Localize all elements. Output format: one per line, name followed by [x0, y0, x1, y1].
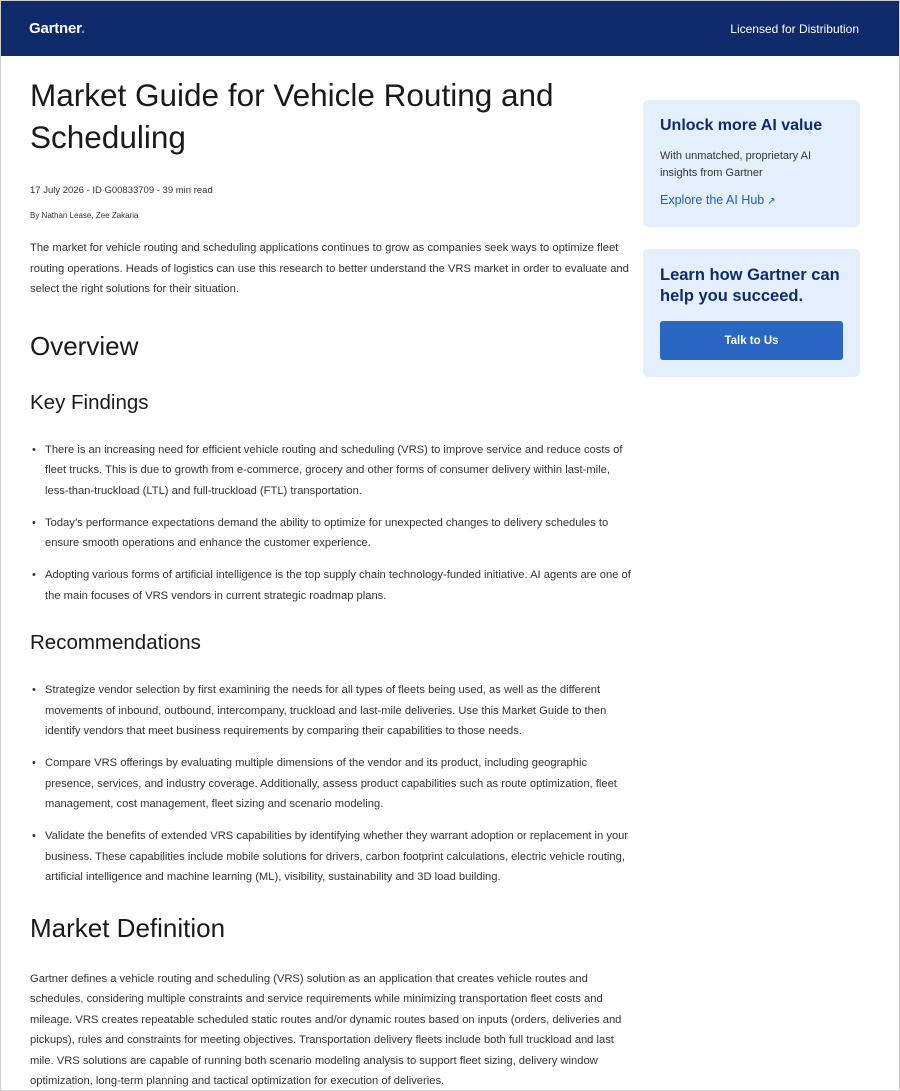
recommendations-list [30, 680, 636, 888]
overview-heading: Overview [30, 330, 139, 361]
ai-card-title: Unlock more AI value [660, 117, 823, 134]
list-item: • Today’s performance expectations demand the ability to optimize for unexpected changes to delivery schedules to ensure smooth operations and enhance the customer experience. [30, 513, 636, 554]
arrow-up-right-icon: ↗ [767, 196, 776, 207]
gartner-logo[interactable] [29, 20, 85, 37]
ai-value-card [643, 100, 860, 227]
explore-ai-hub-link[interactable] [660, 193, 776, 207]
ai-hub-link-label: Explore the AI Hub [660, 193, 765, 207]
page-title: Market Guide for Vehicle Routing and Scheduling [30, 77, 554, 155]
list-item: • There is an increasing need for efficient vehicle routing and scheduling (VRS) to improve service and reduce costs of fleet trucks. This is due to growth from e-commerce, grocery and other forms of consumer delivery within last-mile, less-than-truckload (LTL) and full-truckload (FTL) transportation. [30, 440, 636, 502]
logo-text: Gartner [29, 20, 81, 37]
top-bar [1, 1, 899, 56]
help-card-title: Learn how Gartner can help you succeed. [660, 266, 840, 305]
key-findings-list [30, 440, 636, 607]
recommendations-heading: Recommendations [30, 631, 201, 654]
license-label: Licensed for Distribution [730, 21, 859, 36]
logo-dot: . [80, 20, 85, 37]
intro-paragraph: The market for vehicle routing and scheduling applications continues to grow as companies seek ways to optimize fleet routing operations. Heads of logistics can use this research to better understand the VRS market in order to evaluate and select the right solutions for their situation. [30, 242, 629, 295]
list-item: • Validate the benefits of extended VRS capabilities by identifying whether they warrant adoption or replacement in your business. These capabilities include mobile solutions for drivers, carbon footprint calculations, electric vehicle routing, artificial intelligence and machine learning (ML), visibility, sustainability and 3D load building. [30, 826, 636, 888]
article-meta: 17 July 2026 - ID G00833709 - 39 min read [30, 185, 213, 196]
help-card [643, 249, 860, 377]
ai-card-text: With unmatched, proprietary AI insights from Gartner [660, 150, 812, 179]
market-definition-heading: Market Definition [30, 912, 226, 943]
article-body [30, 56, 636, 1091]
list-item: • Compare VRS offerings by evaluating multiple dimensions of the vendor and its product, including geographic presence, services, and industry coverage. Additionally, assess product capabilities such as route optimization, fleet management, cost management, fleet sizing and scenario modeling. [30, 753, 636, 815]
article-byline: By Nathan Lease, Zee Zakaria [30, 211, 139, 220]
key-findings-heading: Key Findings [30, 390, 149, 414]
list-item: • Strategize vendor selection by first examining the needs for all types of fleets being used, as well as the different movements of inbound, outbound, intercompany, truckload and last-mile deliveries. Use this Market Guide to then identify vendors that meet business requirements by comparing their capabilities to those needs. [30, 680, 636, 742]
list-item: • Adopting various forms of artificial intelligence is the top supply chain technology-funded initiative. AI agents are one of the main focuses of VRS vendors in current strategic roadmap plans. [30, 565, 636, 606]
talk-to-us-button[interactable]: Talk to Us [660, 321, 843, 360]
market-definition-paragraph: Gartner defines a vehicle routing and scheduling (VRS) solution as an application that creates vehicle routes and schedules, considering multiple constraints and service requirements while minimizing transportation fleet costs and mileage. VRS creates repeatable scheduled static routes and/or dynamic routes based on inputs (orders, deliveries and pickups), rules and constraints for meeting objectives. Transportation delivery fleets include both full truckload and last mile. VRS solutions are capable of running both scenario modeling analysis to support fleet sizing, delivery window optimization, long-term planning and tactical optimization for execution of deliveries. [30, 972, 622, 1087]
